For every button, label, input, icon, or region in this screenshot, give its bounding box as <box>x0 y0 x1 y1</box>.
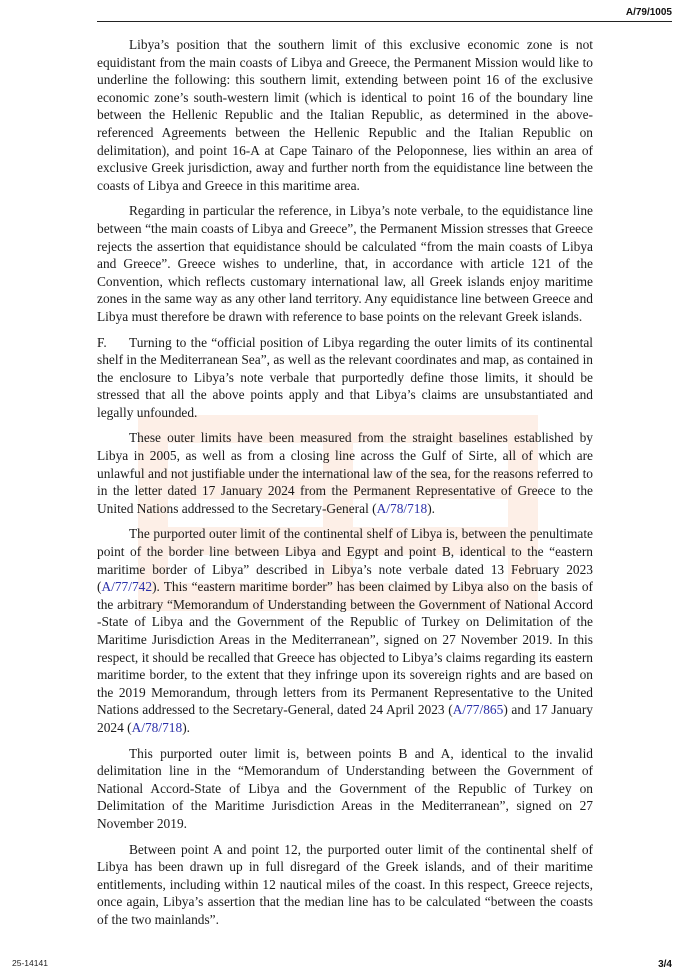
paragraph-point-a-12: Between point A and point 12, the purported outer limit of the continental shelf of Libya has been drawn up in full disregard of the Greek islands, and of their maritime entitlements, including within 12 nautical miles of the coast. In this respect, Greece rejects, once again, Libya’s assertion that the median line has to be calculated “between the coasts of the two mainlands”. <box>97 841 593 927</box>
document-reference-link[interactable]: A/78/718 <box>131 719 183 735</box>
paragraph-text: ) and 17 January 2024 ( <box>97 702 594 735</box>
job-number: 25-14141 <box>12 958 48 968</box>
paragraph-text: ). This “eastern maritime border” has been claimed by Libya also on the basis of the arbitrary “Memorandum of Understanding between the Government of National Accord -State of Libya and the Government of the Republic of Turkey on Delimitation of the Maritime Jurisdiction Areas in the Mediterranean”, signed on 27 November 2019. In this respect, it should be recalled that Greece has objected to Libya’s claims regarding its eastern maritime border, to the extent that they infringe upon its sovereign rights and are based on the 2019 Memorandum, through letters from its Permanent Representative to the United Nations addressed to the Secretary-General, dated 24 April 2023 ( <box>97 579 593 718</box>
paragraph-text: These outer limits have been measured from the straight baselines established by Libya in 2005, as well as from a closing line across the Gulf of Sirte, all of which are unlawful and not justifiable under the international law of the sea, for the reasons referred to in the letter dated 17 January 2024 from the Permanent Representative of Greece to the United Nations addressed to the Secretary-General ( <box>97 430 593 516</box>
paragraph-text: The purported outer limit of the continental shelf of Libya is, between the penultimate point of the border line between Libya and Egypt and point B, identical to the “eastern maritime border of Libya” described in Libya’s note verbale dated 13 February 2023 ( <box>97 526 593 595</box>
paragraph-equidistance-line: Regarding in particular the reference, in Libya’s note verbale, to the equidistance line between “the main coasts of Libya and Greece”, the Permanent Mission stresses that Greece rejects the assertion that equidistance should be calculated “from the main coasts of Libya and Greece”. Greece wishes to underline, that, in accordance with article 121 of the Convention, which reflects customary international law, all Greek islands enjoy maritime zones in the same way as any other land territory. Any equidistance line between Greece and Libya must therefore be drawn with reference to base points on the relevant Greek islands. <box>97 203 593 324</box>
document-reference-link[interactable]: A/77/865 <box>452 702 504 718</box>
document-symbol: A/79/1005 <box>625 7 672 18</box>
paragraph-section-f <box>97 334 593 422</box>
document-reference-link[interactable]: A/78/718 <box>376 500 428 516</box>
paragraph-text: ). <box>182 719 190 735</box>
paragraph-points-b-a: This purported outer limit is, between points B and A, identical to the invalid delimitation line in the “Memorandum of Understanding between the Government of National Accord-State of Libya and the Government of the Republic of Turkey on Delimitation of the Maritime Jurisdiction Areas in the Mediterranean”, signed on 27 November 2019. <box>97 745 593 831</box>
section-f-text: Turning to the “official position of Libya regarding the outer limits of its continental shelf in the Mediterranean Sea”, as well as the relevant coordinates and map, as contained in the enclosure to Libya’s note verbale that purportedly define those limits, it should be stressed that all the above points apply and that Libya’s claims are unsubstantiated and legally unfounded. <box>97 334 593 420</box>
page-number: 3/4 <box>658 959 672 970</box>
section-marker: F. <box>97 334 107 350</box>
header-rule <box>97 21 672 22</box>
paragraph-southern-limit: Libya’s position that the southern limit of this exclusive economic zone is not equidistant from the main coasts of Libya and Greece, the Permanent Mission would like to underline the following: this southern limit, extending between point 16 of the exclusive economic zone’s south-western limit (which is identical to point 16 of the boundary line between the Hellenic Republic and the Italian Republic, as determined in the above-referenced Agreements between the Hellenic Republic and the Italian Republic on delimitation), and point 16-A at Cape Tainaro of the Peloponnese, lies within an area of exclusive Greek jurisdiction, away and further north from the equidistance line between the coasts of Libya and Greece in this maritime area. <box>97 37 593 193</box>
document-body <box>97 36 593 937</box>
paragraph-text: ). <box>427 500 436 516</box>
paragraph-purported-outer-limit <box>97 525 593 736</box>
document-reference-link[interactable]: A/77/742 <box>101 579 153 595</box>
paragraph-straight-baselines <box>97 429 593 517</box>
